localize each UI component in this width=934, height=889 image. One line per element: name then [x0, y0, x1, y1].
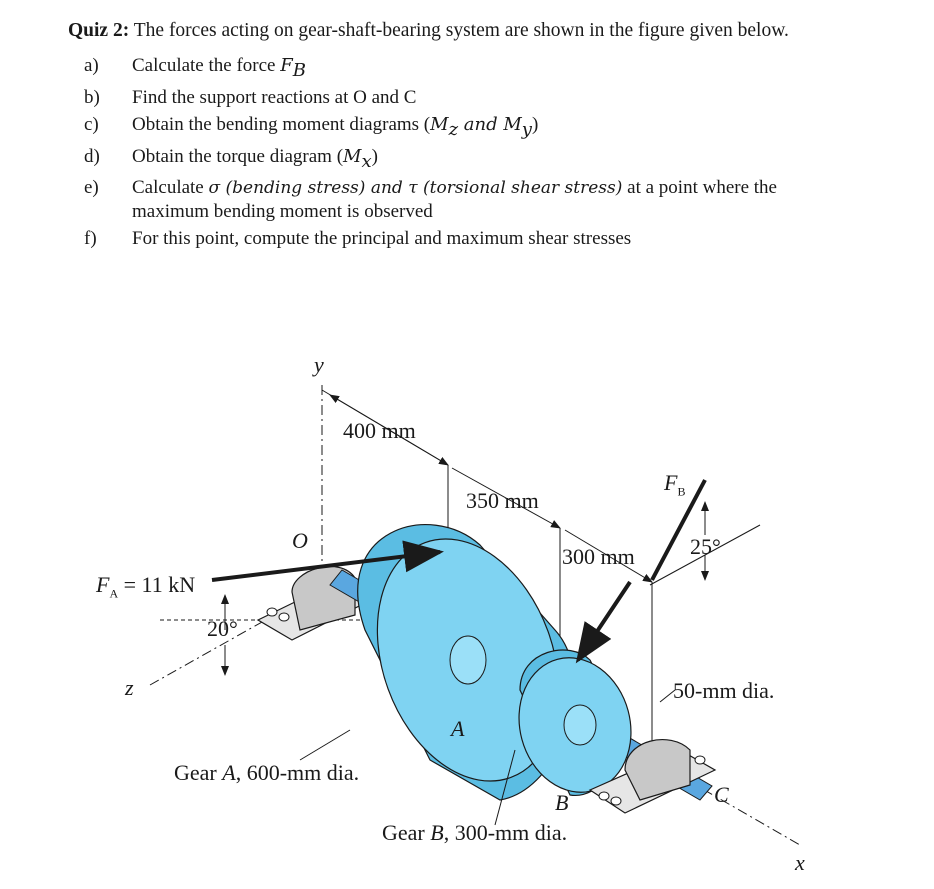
question-text: maximum bending moment is observed: [132, 201, 433, 223]
gear-a-leader: [300, 730, 350, 760]
z-axis-label: z: [125, 675, 134, 700]
math-subscript: x: [361, 150, 372, 172]
force-fa-label: $F_A = 11$ kN: [96, 572, 196, 601]
question-label: f): [84, 228, 97, 250]
gear-b-caption: Gear B, 300-mm dia.: [382, 820, 568, 845]
dim-400-label: 400 mm: [343, 418, 416, 443]
question-text: For this point, compute the principal and maximum shear stresses: [132, 228, 632, 250]
math-symbol: M: [430, 113, 449, 135]
math-subscript: z: [448, 118, 459, 140]
question-text: Calculate the force: [132, 55, 281, 76]
quiz-block: [68, 18, 888, 254]
question-text: ): [371, 145, 378, 167]
question-f: [68, 227, 888, 251]
quiz-title-text: The forces acting on gear-shaft-bearing system are shown in the figure given below.: [133, 20, 789, 41]
force-fb-arrow: [578, 582, 630, 660]
dim-300-label: 300 mm: [562, 544, 635, 569]
angle-20-label: 20°: [207, 616, 238, 641]
math-text: and: [458, 113, 504, 135]
question-text: Find the support reactions at O and C: [132, 86, 417, 108]
question-text: at a point where the: [622, 177, 777, 199]
question-label: b): [84, 86, 100, 108]
gear-a-caption: Gear A, 600-mm dia.: [174, 760, 360, 785]
origin-label: O: [292, 528, 308, 553]
question-b: [68, 86, 888, 110]
bearing-o: [258, 566, 375, 640]
shaft-dia-label: 50-mm dia.: [673, 678, 775, 703]
question-text: Obtain the bending moment diagrams (: [132, 113, 431, 135]
angle-25-label: 25°: [690, 534, 721, 559]
math-symbol: F: [280, 55, 293, 76]
question-label: c): [84, 113, 99, 135]
quiz-title: [68, 18, 888, 44]
math-symbol: σ: [208, 178, 221, 199]
question-c: [68, 113, 888, 142]
question-d: [68, 145, 888, 174]
gear-shaft-figure: [0, 330, 934, 889]
bearing-c-label: C: [714, 782, 729, 807]
y-axis-label: y: [314, 352, 324, 377]
dim-350-label: 350 mm: [466, 488, 539, 513]
math-subscript: B: [292, 59, 306, 81]
question-a: [68, 54, 888, 83]
question-list: [68, 54, 888, 251]
question-label: e): [84, 177, 99, 199]
math-symbol: M: [503, 113, 522, 135]
question-text: Obtain the torque diagram (: [132, 145, 344, 167]
x-axis-label: x: [795, 850, 805, 875]
figure-drawing: [0, 330, 934, 889]
math-symbol: τ: [408, 178, 418, 199]
question-label: a): [84, 55, 99, 76]
gear-b-mark: B: [555, 790, 569, 815]
quiz-title-prefix: Quiz 2:: [68, 20, 130, 41]
question-e: [68, 176, 888, 224]
question-text: ): [531, 113, 539, 135]
question-label: d): [84, 145, 100, 167]
math-subscript: y: [521, 118, 532, 140]
math-text: (bending stress) and: [220, 178, 409, 199]
question-text: Calculate: [132, 177, 209, 199]
force-fb-label: $F_B$: [664, 470, 686, 499]
gear-a-mark: A: [451, 716, 465, 741]
math-symbol: M: [343, 145, 362, 167]
math-text: (torsional shear stress): [417, 178, 623, 199]
